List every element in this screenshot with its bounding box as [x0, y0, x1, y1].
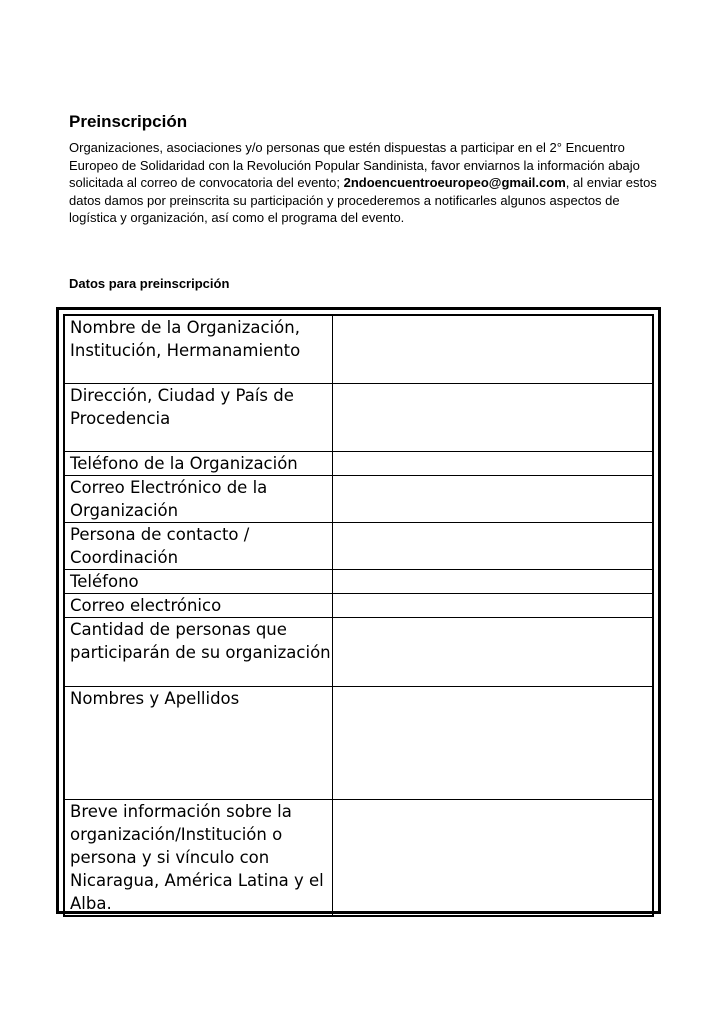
form-label-email: Correo electrónico	[64, 593, 333, 617]
form-field-brief-info[interactable]	[333, 799, 654, 916]
form-row-address	[64, 383, 653, 451]
intro-text-before: Organizaciones, asociaciones y/o personas que estén dispuestas a participar en el 2° Encuentro Europeo de Solidaridad con la Revolución Popular Sandinista, favor enviarnos la información abajo solicitada al correo de convocatoria del evento;	[69, 140, 640, 191]
form-label-organization-name: Nombre de la Organización, Institución, Hermanamiento	[64, 315, 333, 383]
form-label-organization-email: Correo Electrónico de la Organización	[64, 475, 333, 522]
form-field-contact-person[interactable]	[333, 522, 654, 569]
form-row-brief-info	[64, 799, 653, 916]
form-row-organization-phone	[64, 451, 653, 475]
form-label-organization-phone: Teléfono de la Organización	[64, 451, 333, 475]
form-field-participant-count[interactable]	[333, 617, 654, 686]
form-row-contact-person	[64, 522, 653, 569]
form-field-phone[interactable]	[333, 569, 654, 593]
preinscription-form-frame	[56, 307, 661, 914]
page-title: Preinscripción	[69, 112, 188, 131]
form-row-participant-count	[64, 617, 653, 686]
form-label-contact-person: Persona de contacto / Coordinación	[64, 522, 333, 569]
section-heading: Datos para preinscripción	[69, 276, 230, 291]
intro-text-after: , al enviar estos datos damos por preinscrita su participación y procederemos a notificarles algunos aspectos de logística y organización, así como el programa del evento.	[69, 175, 657, 226]
form-label-participant-count: Cantidad de personas que participarán de su organización	[64, 617, 333, 686]
form-label-brief-info: Breve información sobre la organización/Institución o persona y si vínculo con Nicaragua, América Latina y el Alba.	[64, 799, 333, 916]
form-field-organization-name[interactable]	[333, 315, 654, 383]
form-label-phone: Teléfono	[64, 569, 333, 593]
form-field-organization-phone[interactable]	[333, 451, 654, 475]
form-field-address[interactable]	[333, 383, 654, 451]
form-row-names	[64, 686, 653, 799]
contact-email: 2ndoencuentroeuropeo@gmail.com	[343, 175, 566, 191]
form-field-email[interactable]	[333, 593, 654, 617]
form-row-phone	[64, 569, 653, 593]
form-label-names: Nombres y Apellidos	[64, 686, 333, 799]
form-label-address: Dirección, Ciudad y País de Procedencia	[64, 383, 333, 451]
preinscription-form-table	[63, 314, 654, 917]
form-field-organization-email[interactable]	[333, 475, 654, 522]
form-field-names[interactable]	[333, 686, 654, 799]
form-row-organization-email	[64, 475, 653, 522]
intro-paragraph	[69, 139, 659, 227]
form-row-email	[64, 593, 653, 617]
form-row-organization-name	[64, 315, 653, 383]
